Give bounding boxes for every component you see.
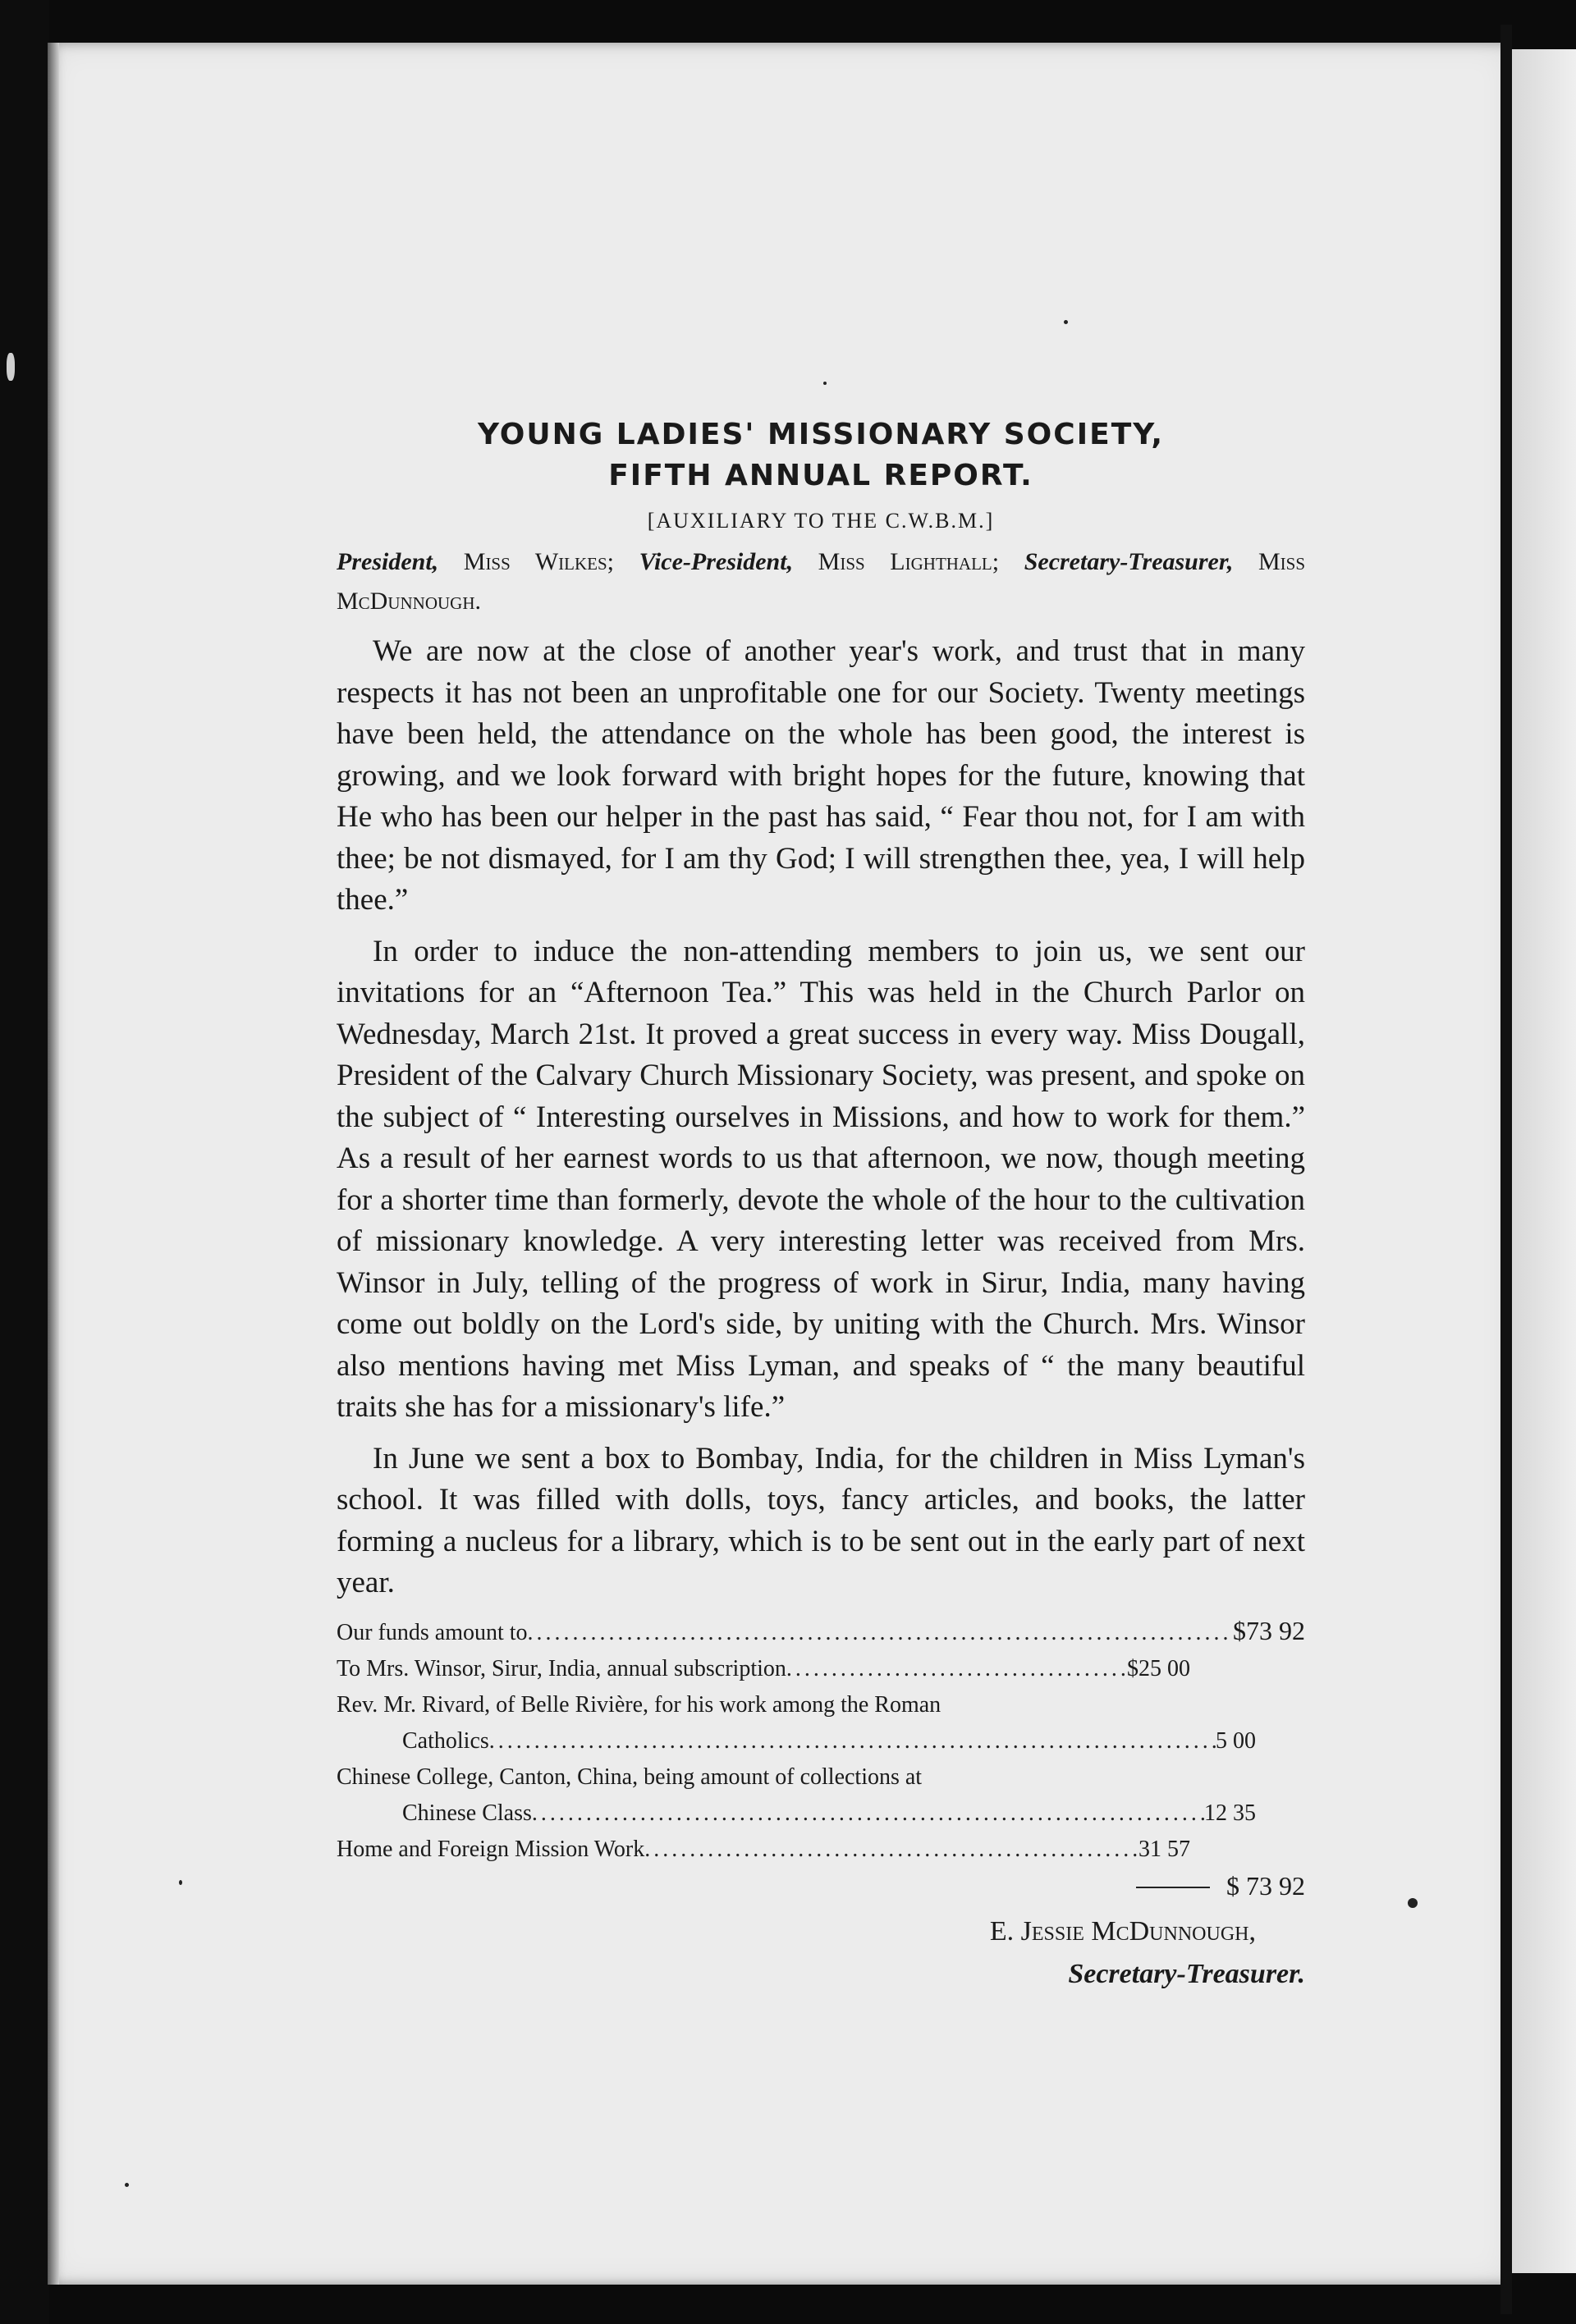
ledger-total-amount: $ 73 92 <box>1226 1870 1305 1901</box>
ink-speck <box>823 382 827 385</box>
ink-speck <box>1408 1898 1418 1908</box>
ledger-row <box>337 1832 1190 1868</box>
ledger-row-continued <box>337 1723 1256 1759</box>
ledger-funds-label: Our funds amount to <box>337 1619 528 1645</box>
ledger-item-label-cont: Catholics <box>402 1727 489 1754</box>
leader-dots <box>532 1796 1204 1832</box>
ink-speck <box>1064 320 1068 324</box>
ledger-row <box>337 1687 1190 1723</box>
signature-name: E. Jessie McDunnough, <box>989 1915 1256 1947</box>
adjacent-page-edge <box>1512 49 1576 2273</box>
signature-title: Secretary-Treasurer. <box>1068 1958 1305 1989</box>
paragraph-1: We are now at the close of another year's work, and trust that in many respects it has not been an unprofitable one for our Society. Twenty meetings have been held, the attendance on the whole has been good, the interest is growing, and we look forward with bright hopes for the future, knowing that He who has been our helper in the past has said, “ Fear thou not, for I am with thee; be not dismayed, for I am thy God; I will strengthen thee, yea, I will help thee.” <box>337 634 1305 917</box>
ledger-row <box>337 1759 1190 1796</box>
paragraph-2: In order to induce the non-attending members to join us, we sent our invitations for an “Afternoon Tea.” This was held in the Church Parlor on Wednesday, March 21st. It proved a great success in every way. Miss Dougall, President of the Calvary Church Missionary Society, was present, and spoke on the subject of “ Interesting ourselves in Missions, and how to work for them.” As a result of her earnest words to us that afternoon, we now, though meeting for a shorter time than formerly, devote the whole of the hour to the cultivation of missionary knowledge. A very interesting letter was received from Mrs. Winsor in July, telling of the progress of work in Sirur, India, many having come out boldly on the Lord's side, by uniting with the Church. Mrs. Winsor also mentions having met Miss Lyman, and speaks of “ the many beautiful traits she has for a missionary's life.” <box>337 934 1305 1424</box>
paragraph-3: In June we sent a box to Bombay, India, for the children in Miss Lyman's school. It was filled with dolls, toys, fancy articles, and books, the latter forming a nucleus for a library, which is to be sent out in the early part of next year. <box>337 1441 1305 1599</box>
book-gutter <box>1500 25 1512 2314</box>
leader-dots <box>786 1651 1127 1687</box>
vice-president-name: Miss Lighthall; <box>818 548 1000 575</box>
page-binding-shadow <box>48 43 59 2285</box>
scan-border <box>0 0 49 2324</box>
officers-line <box>337 542 1305 621</box>
ledger-funds-amount: $73 92 <box>1233 1615 1305 1645</box>
report-content <box>337 414 1305 1996</box>
ledger-item-amount: 5 00 <box>1216 1727 1256 1754</box>
ledger-item-amount: 31 57 <box>1138 1836 1190 1862</box>
ledger-item-label: To Mrs. Winsor, Sirur, India, annual subscription <box>337 1655 786 1681</box>
ledger-funds-row <box>337 1613 1305 1651</box>
secretary-name: Miss McDunnough. <box>337 548 1306 615</box>
leader-dots <box>489 1723 1216 1759</box>
auxiliary-note: [AUXILIARY TO THE C.W.B.M.] <box>647 509 995 533</box>
secretary-label: Secretary-Treasurer, <box>1024 548 1234 575</box>
total-rule <box>1136 1887 1210 1888</box>
president-name: Miss Wilkes; <box>463 548 614 575</box>
president-label: President, <box>337 548 439 575</box>
ledger-row <box>337 1651 1190 1687</box>
funds-ledger <box>337 1613 1305 1904</box>
vice-president-label: Vice-President, <box>639 548 794 575</box>
leader-dots <box>644 1832 1138 1868</box>
ink-speck <box>7 353 15 381</box>
signature-block <box>337 1910 1305 1996</box>
ledger-item-amount: 12 35 <box>1204 1800 1256 1826</box>
report-title: YOUNG LADIES' MISSIONARY SOCIETY, <box>477 418 1165 451</box>
ledger-item-label-cont: Chinese Class <box>402 1800 532 1826</box>
report-subtitle: FIFTH ANNUAL REPORT. <box>608 459 1033 492</box>
ledger-row-continued <box>337 1796 1256 1832</box>
ledger-total-row <box>337 1868 1305 1904</box>
leader-dots <box>528 1615 1233 1651</box>
ledger-item-label: Rev. Mr. Rivard, of Belle Rivière, for his work among the Roman <box>337 1691 941 1718</box>
ink-speck <box>125 2183 129 2187</box>
ledger-item-amount: $25 00 <box>1127 1655 1190 1681</box>
ledger-item-label: Home and Foreign Mission Work <box>337 1836 645 1862</box>
ink-speck <box>179 1880 182 1885</box>
ledger-item-label: Chinese College, Canton, China, being amount of collections at <box>337 1764 923 1790</box>
